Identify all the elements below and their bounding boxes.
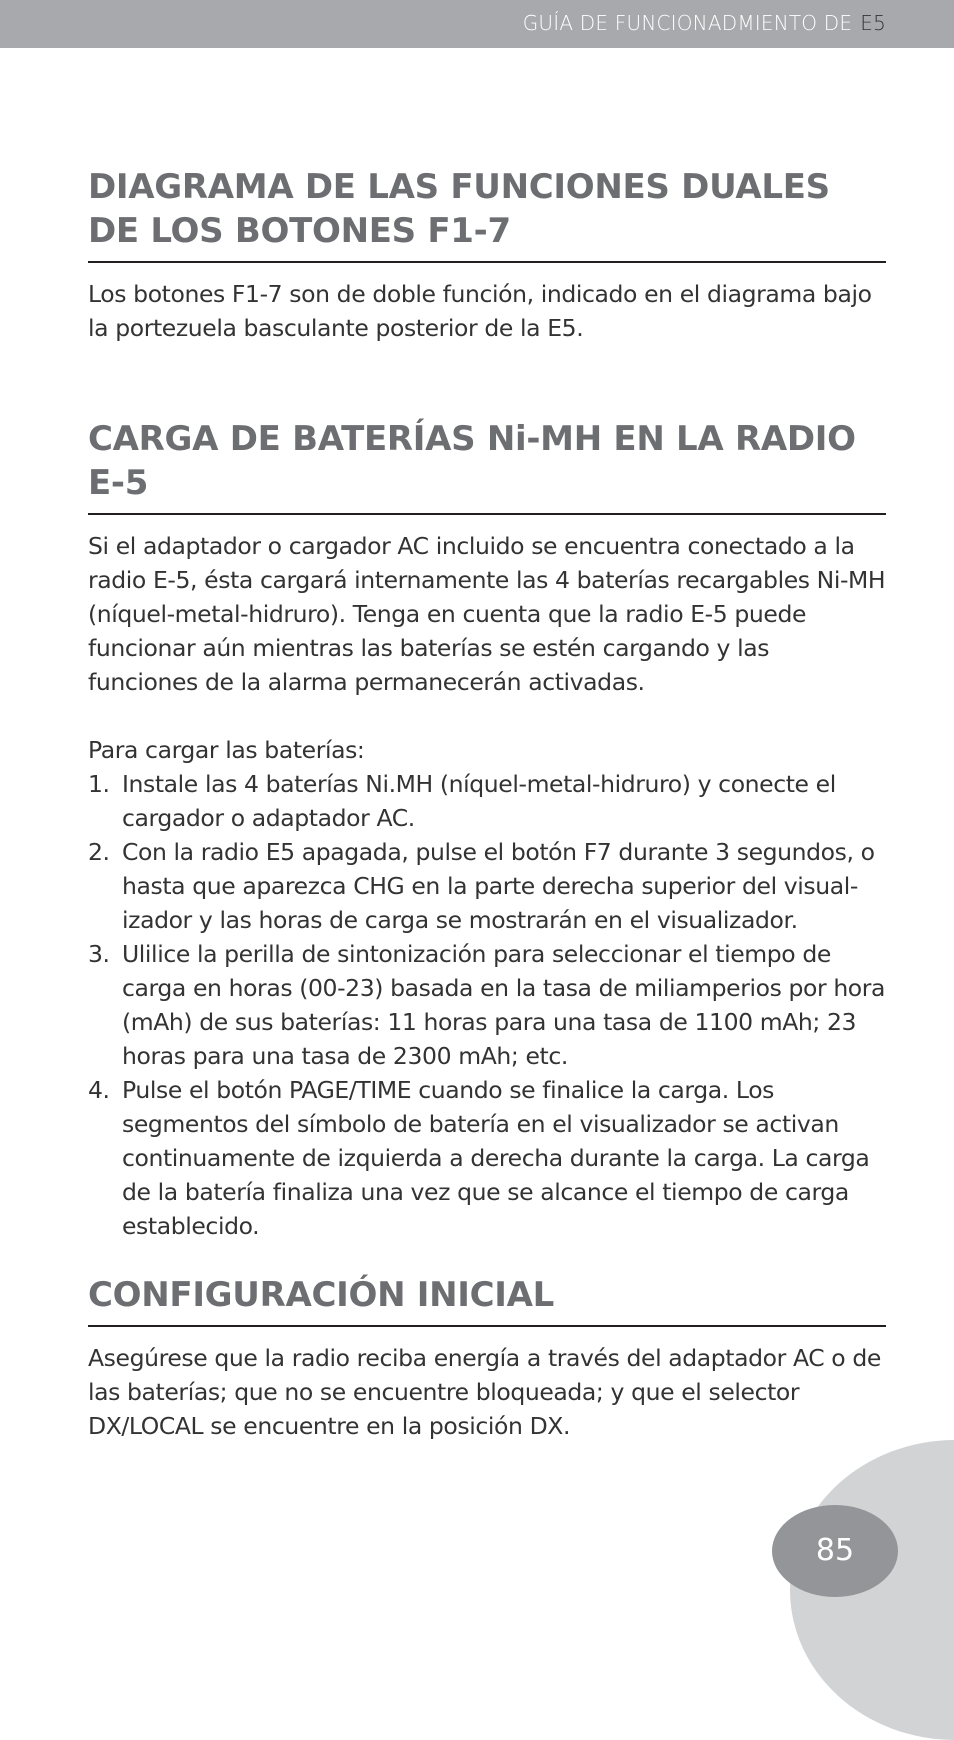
step-text: Ulilice la perilla de sintonización para seleccionar el tiempo de carga en horas (00-23) basada en la tasa de miliamperios por hora (mAh) de sus baterías: 11 horas para una tasa de 1100 mAh; 23 horas para una tasa de 2300 mAh; etc. xyxy=(122,940,886,1070)
step-number: 2. xyxy=(88,838,110,866)
running-header xyxy=(523,11,886,35)
list-item xyxy=(88,835,886,937)
section-title-initial-setup: CONFIGURACIÓN INICIAL xyxy=(88,1273,886,1327)
page-number-badge xyxy=(772,1505,898,1597)
step-text: Pulse el botón PAGE/TIME cuando se finalice la carga. Los segmentos del símbolo de batería en el visualizador se activan continuamente de izquierda a derecha durante la carga. La carga de la batería finaliza una vez que se alcance el tiempo de carga establecido. xyxy=(122,1076,870,1240)
section-title-dual-functions: DIAGRAMA DE LAS FUNCIONES DUALES DE LOS BOTONES F1-7 xyxy=(88,165,886,263)
charging-steps-list xyxy=(88,767,886,1243)
running-header-model: E5 xyxy=(860,11,886,35)
section-dual-functions xyxy=(88,165,886,345)
section-charging xyxy=(88,417,886,1243)
list-item xyxy=(88,1073,886,1243)
paragraph-charging: Si el adaptador o cargador AC incluido se encuentra conectado a la radio E-5, ésta cargará internamente las 4 baterías recargables Ni-MH (níquel-metal-hidruro). Tenga en cuenta que la radio E-5 puede funcionar aún mientras las baterías se estén cargando y las funciones de la alarma permanecerán activadas. xyxy=(88,532,886,696)
step-number: 1. xyxy=(88,770,110,798)
section-title-charging: CARGA DE BATERÍAS Ni-MH EN LA RADIO E-5 xyxy=(88,417,886,515)
paragraph-dual-functions: Los botones F1-7 son de doble función, indicado en el diagrama bajo la portezuela basculante posterior de la E5. xyxy=(88,280,872,342)
running-header-title: GUÍA DE FUNCIONADMIENTO DE xyxy=(522,11,853,35)
section-initial-setup xyxy=(88,1273,886,1443)
step-text: Instale las 4 baterías Ni.MH (níquel-metal-hidruro) y conecte el cargador o adaptador AC. xyxy=(122,770,836,832)
step-text: Con la radio E5 apagada, pulse el botón F7 durante 3 segundos, o hasta que aparezca CHG en la parte derecha superior del visual-izador y las horas de carga se mostrarán en el visualizador. xyxy=(122,838,875,934)
steps-intro: Para cargar las baterías: xyxy=(88,736,365,764)
step-number: 4. xyxy=(88,1076,110,1104)
list-item xyxy=(88,767,886,835)
page-number: 85 xyxy=(815,1533,855,1568)
header-bar xyxy=(0,0,954,48)
step-number: 3. xyxy=(88,940,110,968)
paragraph-initial-setup: Asegúrese que la radio reciba energía a través del adaptador AC o de las baterías; que no se encuentre bloqueada; y que el selector DX/LOCAL se encuentre en la posición DX. xyxy=(88,1344,881,1440)
list-item xyxy=(88,937,886,1073)
